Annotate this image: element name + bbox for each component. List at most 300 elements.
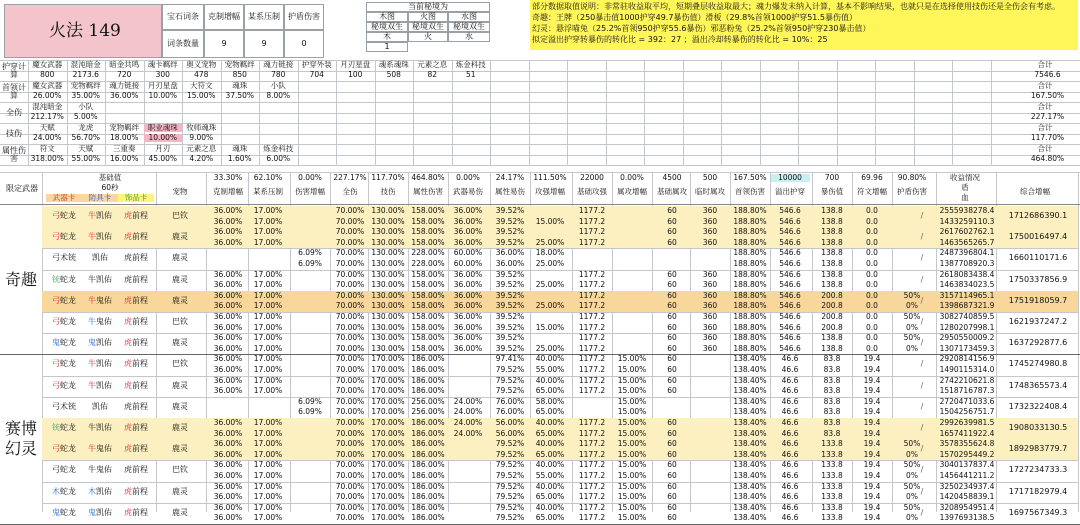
card-name: 前程	[132, 317, 148, 326]
accessory-card[interactable]	[118, 445, 154, 453]
cell-value: 546.6	[779, 248, 801, 258]
cell-value: 15.00%	[617, 492, 647, 502]
calc-item-value[interactable]: 850	[232, 70, 247, 79]
weapon-card[interactable]	[46, 254, 82, 262]
armor-card[interactable]	[82, 276, 118, 284]
weapon-card[interactable]	[46, 382, 82, 390]
card-name: 牛凯佑	[88, 423, 112, 432]
card-name: 鹿灵	[172, 232, 188, 242]
weapon-card[interactable]	[46, 403, 82, 411]
realm-boost: 秘境双生	[448, 22, 490, 32]
cell-value: 360	[702, 312, 718, 321]
cell-value: 60	[667, 471, 677, 480]
armor-card[interactable]	[82, 403, 118, 411]
armor-card[interactable]	[82, 466, 118, 474]
cell-value: 79.52%	[495, 513, 525, 523]
armor-card[interactable]	[82, 360, 118, 368]
pet[interactable]	[160, 403, 200, 411]
pet[interactable]	[160, 424, 200, 432]
cell-value: 1177.2	[578, 216, 606, 226]
card-name: 鹿灵	[172, 295, 188, 305]
pet[interactable]	[160, 509, 200, 517]
slash-mark: /	[920, 317, 924, 326]
cell-value: 0%	[906, 513, 918, 523]
cell-value: 130.00%	[371, 237, 405, 247]
accessory-card[interactable]	[118, 297, 154, 305]
base-value[interactable]: 227.17%	[333, 173, 367, 182]
cell-value: 0%	[906, 301, 918, 311]
calc-item-value[interactable]: 2173.6	[72, 70, 99, 79]
realm-count[interactable]: 1	[366, 42, 408, 52]
weapon-card[interactable]	[46, 339, 82, 347]
cell-value: 170.00%	[371, 428, 405, 438]
cell-value: 70.00%	[335, 343, 365, 353]
armor-card[interactable]	[82, 318, 118, 326]
cell-value: 546.6	[779, 227, 801, 237]
armor-card[interactable]	[82, 488, 118, 496]
calc-item-value[interactable]: 212.17%	[30, 112, 64, 121]
cell-value: 46.6	[781, 375, 799, 385]
pet[interactable]	[160, 382, 200, 390]
calc-item-value[interactable]: 82	[427, 70, 438, 79]
armor-card[interactable]	[82, 212, 118, 220]
column-header: 溢出护穿	[775, 187, 805, 196]
cell-value: 60	[667, 365, 677, 374]
base-value[interactable]: 0.00%	[298, 173, 322, 182]
armor-card[interactable]	[82, 254, 118, 262]
cell-value: 130.00%	[371, 216, 405, 226]
cell-value: 0.0	[866, 206, 878, 215]
cell-value: 15.00%	[617, 365, 647, 374]
card-name: 蛇龙	[60, 423, 76, 432]
cell-value: 40.00%	[535, 460, 565, 470]
cell-value: 15.00%	[535, 322, 565, 332]
weapon-card[interactable]	[46, 233, 82, 241]
cell-value: 138.8	[821, 227, 843, 237]
pet[interactable]	[160, 360, 200, 368]
cell-value: 1177.2	[578, 322, 606, 332]
calc-total-label: 合计	[1037, 81, 1053, 90]
cell-value: 130.00%	[371, 301, 405, 311]
cell-value: 40.00%	[535, 502, 565, 512]
cell-value: 170.00%	[371, 407, 405, 417]
cell-value: 70.00%	[335, 333, 365, 343]
cell-value: 70.00%	[335, 375, 365, 385]
pet[interactable]	[160, 297, 200, 305]
sheet-title: 火法 149	[4, 4, 162, 58]
gem-row-label: 词条数量	[162, 30, 204, 58]
cell-value: 6.09%	[298, 259, 322, 268]
accessory-card[interactable]	[118, 233, 154, 241]
calc-item-value[interactable]: 4.20%	[189, 154, 214, 163]
gem-header: 护盾伤害	[284, 4, 324, 30]
cell-value: 170.00%	[371, 375, 405, 385]
calc-item-value[interactable]: 478	[194, 70, 209, 79]
base-value[interactable]: 700	[824, 173, 840, 182]
cell-value: 50%	[903, 481, 921, 491]
cell-value: 17.00%	[253, 365, 283, 374]
cell-value: 188.80%	[733, 280, 767, 290]
cell-value: 17.00%	[253, 513, 283, 523]
accessory-card[interactable]	[118, 360, 154, 368]
pet[interactable]	[160, 276, 200, 284]
pet[interactable]	[160, 466, 200, 474]
cell-value: 186.00%	[411, 386, 445, 396]
calc-item-value[interactable]: 5.00%	[73, 112, 98, 121]
calc-item-value[interactable]: 24.00%	[32, 133, 62, 142]
card-name: 弓术铳	[52, 401, 76, 411]
cell-value: 40.00%	[535, 481, 565, 491]
calc-item-value[interactable]: 800	[40, 70, 55, 79]
column-header: 属性易伤	[495, 187, 525, 196]
cell-value: 17.00%	[253, 333, 283, 343]
row-total: 1748365573.4	[1008, 380, 1068, 390]
base-value[interactable]: 111.50%	[533, 173, 567, 182]
cell-value: 186.00%	[411, 418, 445, 427]
cell-value: 158.00%	[411, 206, 445, 215]
accessory-card[interactable]	[118, 382, 154, 390]
calc-item-value[interactable]: 6.00%	[266, 154, 291, 163]
cell-value: 83.8	[823, 386, 841, 396]
calc-item-value[interactable]: 10.00%	[148, 91, 178, 100]
calc-item-name: 宠物羁绊	[109, 123, 140, 132]
cell-value: 1177.2	[578, 460, 606, 470]
cell-value: 65.00%	[535, 428, 565, 438]
realm-boost-element: 水	[448, 32, 490, 42]
gem-value[interactable]: 9	[244, 30, 284, 58]
cell-value: 138.40%	[733, 365, 767, 374]
income-value: 1657411922.4	[939, 428, 995, 438]
calc-item-value[interactable]: 18.00%	[109, 133, 139, 142]
cell-value: 170.00%	[371, 471, 405, 480]
base-value[interactable]: 500	[702, 173, 718, 182]
card-name: 凯佑	[96, 507, 112, 517]
card-name: 蛇龙	[60, 359, 76, 369]
column-header: 暴伤值	[820, 187, 844, 196]
calc-item-name: 魂力链接	[109, 81, 140, 90]
base-value[interactable]: 33.30%	[213, 173, 243, 182]
cell-value: 60	[667, 492, 677, 502]
calc-item-value[interactable]: 15.00%	[186, 91, 216, 100]
card-prefix: 鬼	[88, 507, 96, 517]
base-value[interactable]: 22000	[580, 173, 604, 182]
slash-mark: /	[920, 274, 924, 284]
accessory-card[interactable]	[118, 212, 154, 220]
pet[interactable]	[160, 254, 200, 262]
row-total: 1712686390.1	[1008, 211, 1068, 220]
calc-item-value[interactable]: 8.00%	[266, 91, 291, 100]
cell-value: 36.00%	[213, 471, 243, 480]
cell-value: 19.4	[863, 449, 881, 459]
accessory-card[interactable]	[118, 466, 154, 474]
cell-value: 17.00%	[253, 237, 283, 247]
cell-value: 138.40%	[733, 375, 767, 385]
armor-card[interactable]	[82, 339, 118, 347]
base-value[interactable]: 4500	[662, 173, 682, 182]
cell-value: 186.00%	[411, 365, 445, 374]
slash-mark: /	[920, 295, 924, 305]
weapon-card[interactable]	[46, 360, 82, 368]
cell-value: 39.52%	[495, 216, 525, 226]
calc-item-value[interactable]: 508	[386, 70, 401, 79]
gem-value[interactable]: 9	[204, 30, 244, 58]
card-prefix: 虎	[124, 295, 132, 305]
calc-item-value[interactable]: 10.00%	[144, 134, 183, 142]
accessory-card[interactable]	[118, 424, 154, 432]
cell-value: 19.4	[863, 439, 881, 449]
column-header: 武器易伤	[453, 187, 483, 196]
card-prefix: 虎	[124, 380, 132, 390]
cell-value: 228.00%	[411, 248, 445, 258]
calc-item-value[interactable]: 55.00%	[71, 154, 101, 163]
accessory-card[interactable]	[118, 403, 154, 411]
calc-item-value[interactable]: 26.00%	[32, 91, 62, 100]
base-value[interactable]: 167.50%	[733, 173, 767, 182]
weapon-card[interactable]	[46, 488, 82, 496]
cell-value: 39.52%	[495, 206, 525, 215]
accessory-card[interactable]	[118, 339, 154, 347]
calc-item-value[interactable]: 9.00%	[189, 133, 214, 142]
cell-value: 15.00%	[617, 439, 647, 449]
calc-item-value[interactable]: 100	[348, 70, 363, 79]
row-total: 1727234733.3	[1008, 465, 1068, 475]
calc-item-name: 炼金科技	[455, 60, 486, 69]
cell-value: 0.0	[866, 269, 878, 279]
cell-value: 46.6	[781, 492, 799, 502]
income-value: 2617602762.1	[939, 227, 995, 237]
card-name: 凯佑	[96, 338, 112, 348]
base-value[interactable]: 0.00%	[456, 173, 480, 182]
cell-value: 138.8	[821, 237, 843, 247]
gem-value[interactable]: 0	[284, 30, 324, 58]
weapon-card[interactable]	[46, 466, 82, 474]
base-value[interactable]: 117.70%	[371, 173, 405, 182]
cell-value: 46.6	[781, 396, 799, 406]
card-name: 前程	[132, 338, 148, 348]
cell-value: 79.52%	[495, 460, 525, 470]
column-header: 属性伤害	[413, 187, 443, 196]
cell-value: 19.4	[863, 513, 881, 523]
weapon-card[interactable]	[46, 276, 82, 284]
cell-value: 70.00%	[335, 460, 365, 470]
cell-value: 0%	[906, 322, 918, 332]
accessory-card[interactable]	[118, 318, 154, 326]
pet[interactable]	[160, 339, 200, 347]
card-prefix: 弓	[52, 317, 60, 326]
income-value: 3157114965.1	[939, 290, 995, 300]
weapon-card[interactable]	[46, 445, 82, 453]
cell-value: 79.52%	[495, 375, 525, 385]
cell-value: 70.00%	[335, 513, 365, 523]
cell-value: 138.40%	[733, 481, 767, 491]
calc-item-name: 牧师魂珠	[186, 123, 217, 132]
cell-value: 17.00%	[253, 280, 283, 290]
cell-value: 1177.2	[578, 492, 606, 502]
calc-total-value: 167.50%	[1030, 91, 1065, 100]
cell-value: 65.00%	[535, 513, 565, 523]
cell-value: 17.00%	[253, 439, 283, 449]
income-value: 2720471033.6	[939, 396, 995, 406]
cell-value: 39.52%	[495, 333, 525, 343]
armor-card[interactable]	[82, 233, 118, 241]
cell-value: 133.8	[821, 460, 843, 470]
calc-item-value[interactable]: 37.50%	[225, 91, 255, 100]
cell-value: 130.00%	[371, 280, 405, 290]
income-sub: 盾	[961, 183, 969, 192]
row-total: 1697567349.3	[1008, 507, 1068, 517]
cell-value: 200.8	[821, 301, 843, 311]
weapon-card[interactable]	[46, 212, 82, 220]
weapon-card[interactable]	[46, 424, 82, 432]
slash-mark: /	[920, 507, 924, 517]
weapon-card[interactable]	[46, 509, 82, 517]
calc-item-value[interactable]: 300	[155, 70, 170, 79]
accessory-card[interactable]	[118, 276, 154, 284]
grid-line	[0, 204, 1080, 205]
card-name: 凯佑	[96, 359, 112, 369]
calc-item-value[interactable]: 35.00%	[71, 91, 101, 100]
cell-value: 40.00%	[535, 354, 565, 364]
base-value[interactable]: 90.80%	[897, 173, 927, 182]
cell-value: 130.00%	[371, 333, 405, 343]
cell-value: 158.00%	[411, 269, 445, 279]
calc-item-value[interactable]: 56.70%	[71, 133, 101, 142]
cell-value: 36.00%	[213, 502, 243, 512]
cell-value: 188.80%	[733, 343, 767, 353]
calc-item-value[interactable]: 720	[117, 70, 132, 79]
cell-value: 60	[667, 312, 677, 321]
cell-value: 36.00%	[213, 439, 243, 449]
cell-value: 15.00%	[617, 354, 647, 364]
calc-item-value[interactable]: 704	[309, 70, 324, 79]
calc-item-value[interactable]: 16.00%	[109, 154, 139, 163]
cell-value: 546.6	[779, 290, 801, 300]
income-value: 2555938278.4	[939, 206, 995, 215]
pet[interactable]	[160, 318, 200, 326]
card-prefix: 弓	[52, 359, 60, 369]
cell-value: 79.52%	[495, 492, 525, 502]
cell-value: 170.00%	[371, 396, 405, 406]
card-name: 巴钦	[172, 359, 188, 369]
calc-row-label: 首领计算	[2, 82, 26, 100]
weapon-label: 限定武器	[6, 184, 38, 193]
cell-value: 360	[702, 269, 718, 279]
weapon-card[interactable]	[46, 318, 82, 326]
calc-item-name: 龙虎	[78, 123, 94, 132]
cell-value: 39.52%	[495, 280, 525, 290]
cell-value: 186.00%	[411, 375, 445, 385]
cell-value: 0%	[906, 471, 918, 480]
grid-line	[0, 102, 1080, 103]
income-value: 1463565265.7	[939, 237, 995, 247]
note-line: 幻灵：悬浮喵兔（25.2%首领950护穿55.6暴伤）邪恶粉兔（25.2%首领950护穿230暴击值）	[532, 24, 871, 33]
cell-value: 130.00%	[371, 343, 405, 353]
calc-total-value: 227.17%	[1030, 112, 1065, 121]
cell-value: 17.00%	[253, 460, 283, 470]
calc-item-name: 天赋	[39, 123, 55, 132]
cell-value: 133.8	[821, 492, 843, 502]
armor-card[interactable]	[82, 445, 118, 453]
calc-item-value[interactable]: 45.00%	[148, 154, 178, 163]
cell-value: 138.40%	[733, 428, 767, 438]
card-name: 鹿灵	[172, 338, 188, 348]
calc-item-value[interactable]: 51	[465, 70, 476, 79]
cell-value: 0.0	[866, 301, 878, 311]
calc-item-name: 小队	[78, 102, 94, 111]
cell-value: 39.52%	[495, 312, 525, 321]
accessory-card[interactable]	[118, 509, 154, 517]
cell-value: 25.00%	[535, 343, 565, 353]
accessory-card[interactable]	[118, 254, 154, 262]
cell-value: 546.6	[779, 237, 801, 247]
cell-value: 170.00%	[371, 439, 405, 449]
cell-value: 158.00%	[411, 301, 445, 311]
cell-value: 1177.2	[578, 301, 606, 311]
calc-item-value[interactable]: 1.60%	[227, 154, 252, 163]
armor-card[interactable]	[82, 424, 118, 432]
income-value: 1420458839.1	[939, 492, 995, 502]
cell-value: 19.4	[863, 407, 881, 417]
cell-value: 36.00%	[213, 460, 243, 470]
cell-value: 60	[667, 502, 677, 512]
row-total: 1750016497.4	[1008, 232, 1068, 242]
pet[interactable]	[160, 212, 200, 220]
cell-value: 60.00%	[453, 259, 483, 268]
accessory-card[interactable]	[118, 488, 154, 496]
slash-mark: /	[920, 211, 924, 220]
card-prefix: 鬼	[88, 338, 96, 348]
cell-value: 46.6	[781, 354, 799, 364]
calc-item-name: 奥义宠物	[186, 60, 217, 69]
base-value[interactable]: 24.17%	[495, 173, 525, 182]
card-prefix: 牛	[88, 232, 96, 242]
card-name: 虎前程	[124, 401, 148, 411]
cell-value: 60	[667, 216, 677, 226]
cell-value: 188.80%	[733, 312, 767, 321]
calc-item-value[interactable]: 780	[271, 70, 286, 79]
cell-value: 79.52%	[495, 471, 525, 480]
card-prefix: 木	[52, 486, 60, 496]
base-value[interactable]: 0.00%	[620, 173, 644, 182]
cell-value: 70.00%	[335, 418, 365, 427]
cell-value: 40.00%	[535, 375, 565, 385]
card-name: 前程	[132, 423, 148, 432]
cell-value: 1177.2	[578, 290, 606, 300]
cell-value: 138.40%	[733, 471, 767, 480]
calc-item-name: 魔女武器	[32, 81, 63, 90]
calc-item-value[interactable]: 318.00%	[30, 154, 64, 163]
cell-value: 188.80%	[733, 237, 767, 247]
calc-item-value[interactable]: 36.00%	[109, 91, 139, 100]
card-name: 鬼佑	[96, 317, 112, 326]
armor-card[interactable]	[82, 509, 118, 517]
armor-card[interactable]	[82, 382, 118, 390]
base-value[interactable]: 10000	[770, 174, 810, 182]
weapon-card[interactable]	[46, 297, 82, 305]
base-value[interactable]: 464.80%	[411, 173, 445, 182]
income-value: 1307173459.3	[939, 343, 995, 353]
pet[interactable]	[160, 233, 200, 241]
pet[interactable]	[160, 488, 200, 496]
cell-value: 83.8	[823, 428, 841, 438]
armor-card[interactable]	[82, 297, 118, 305]
base-value[interactable]: 69.96	[861, 173, 883, 182]
card-name: 蛇龙	[60, 211, 76, 220]
pet[interactable]	[160, 445, 200, 453]
base-value[interactable]: 62.10%	[253, 173, 283, 182]
cell-value: 138.8	[821, 206, 843, 215]
cell-value: 60	[667, 513, 677, 523]
